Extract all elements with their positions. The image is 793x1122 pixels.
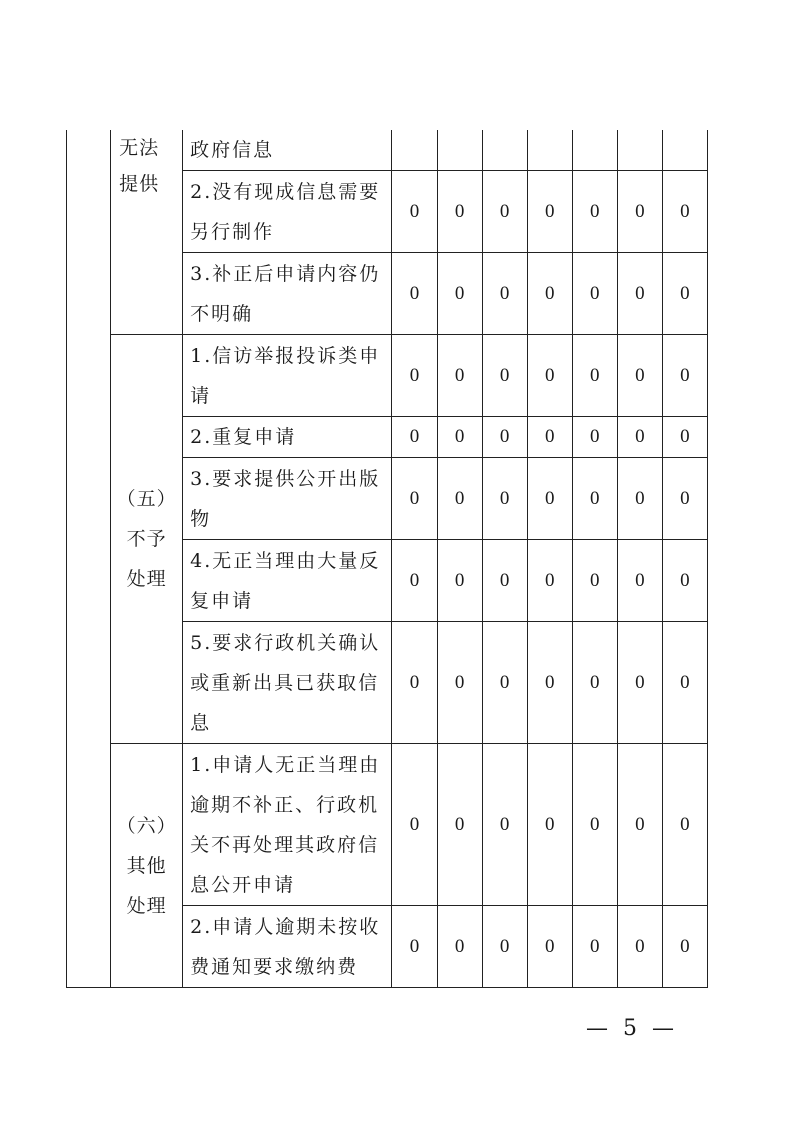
value-cell: 0 bbox=[437, 622, 482, 744]
item-label: 3.要求提供公开出版物 bbox=[190, 467, 381, 530]
item-cell bbox=[183, 622, 392, 744]
item-label: 4.无正当理由大量反复申请 bbox=[190, 549, 381, 612]
value-cell: 0 bbox=[617, 335, 662, 417]
value-cell: 0 bbox=[392, 744, 437, 906]
item-label: 2.申请人逾期未按收费通知要求缴纳费 bbox=[190, 915, 381, 978]
value-cell: 0 bbox=[527, 458, 572, 540]
category-line: 提供 bbox=[119, 173, 160, 195]
value-cell: 0 bbox=[482, 171, 527, 253]
category-line: 无法 bbox=[119, 137, 160, 159]
value-cell: 0 bbox=[572, 253, 617, 335]
value-cell: 0 bbox=[662, 458, 707, 540]
category-line: 不予 bbox=[126, 528, 167, 550]
item-cell bbox=[183, 130, 392, 171]
value-cell: 0 bbox=[617, 744, 662, 906]
value-cell: 0 bbox=[662, 744, 707, 906]
value-cell: 0 bbox=[617, 622, 662, 744]
value-cell: 0 bbox=[392, 622, 437, 744]
item-label: 5.要求行政机关确认或重新出具已获取信息 bbox=[190, 631, 381, 734]
item-label: 3.补正后申请内容仍不明确 bbox=[190, 262, 381, 325]
category-cell bbox=[111, 130, 183, 335]
value-cell: 0 bbox=[617, 171, 662, 253]
value-cell: 0 bbox=[392, 253, 437, 335]
item-label: 政府信息 bbox=[190, 139, 275, 161]
category-line: （六） bbox=[116, 814, 177, 837]
value-cell: 0 bbox=[572, 906, 617, 988]
value-cell: 0 bbox=[437, 171, 482, 253]
item-cell bbox=[183, 906, 392, 988]
value-cell: 0 bbox=[662, 417, 707, 458]
category-label bbox=[111, 806, 182, 926]
value-cell bbox=[617, 130, 662, 171]
item-cell bbox=[183, 540, 392, 622]
value-cell: 0 bbox=[617, 540, 662, 622]
value-cell bbox=[437, 130, 482, 171]
value-cell: 0 bbox=[572, 540, 617, 622]
value-cell: 0 bbox=[392, 171, 437, 253]
value-cell: 0 bbox=[482, 458, 527, 540]
value-cell bbox=[392, 130, 437, 171]
item-label: 1.信访举报投诉类申请 bbox=[190, 344, 381, 407]
value-cell: 0 bbox=[527, 744, 572, 906]
category-line: 处理 bbox=[126, 568, 167, 590]
item-label: 2.重复申请 bbox=[190, 426, 297, 448]
category-label bbox=[111, 130, 182, 202]
value-cell: 0 bbox=[392, 540, 437, 622]
category-line: （五） bbox=[116, 488, 177, 510]
value-cell: 0 bbox=[437, 253, 482, 335]
category-cell bbox=[111, 335, 183, 744]
category-line: 处理 bbox=[126, 894, 167, 917]
value-cell: 0 bbox=[392, 417, 437, 458]
value-cell bbox=[482, 130, 527, 171]
value-cell: 0 bbox=[527, 906, 572, 988]
value-cell: 0 bbox=[527, 253, 572, 335]
value-cell: 0 bbox=[392, 458, 437, 540]
value-cell: 0 bbox=[527, 417, 572, 458]
value-cell: 0 bbox=[662, 335, 707, 417]
item-cell bbox=[183, 417, 392, 458]
value-cell: 0 bbox=[662, 540, 707, 622]
value-cell bbox=[662, 130, 707, 171]
value-cell bbox=[572, 130, 617, 171]
value-cell: 0 bbox=[662, 171, 707, 253]
table-row bbox=[67, 335, 708, 417]
value-cell: 0 bbox=[392, 335, 437, 417]
value-cell: 0 bbox=[437, 744, 482, 906]
value-cell: 0 bbox=[572, 171, 617, 253]
value-cell: 0 bbox=[662, 622, 707, 744]
value-cell: 0 bbox=[482, 744, 527, 906]
value-cell: 0 bbox=[437, 335, 482, 417]
category-cell bbox=[111, 744, 183, 988]
value-cell: 0 bbox=[572, 335, 617, 417]
outer-category-cell bbox=[67, 130, 111, 988]
value-cell: 0 bbox=[482, 253, 527, 335]
item-cell bbox=[183, 253, 392, 335]
value-cell: 0 bbox=[617, 458, 662, 540]
category-label bbox=[111, 479, 182, 599]
item-label: 2.没有现成信息需要另行制作 bbox=[190, 180, 381, 243]
value-cell: 0 bbox=[662, 906, 707, 988]
value-cell: 0 bbox=[617, 253, 662, 335]
value-cell: 0 bbox=[572, 744, 617, 906]
item-label: 1.申请人无正当理由逾期不补正、行政机关不再处理其政府信息公开申请 bbox=[190, 753, 381, 896]
value-cell: 0 bbox=[527, 540, 572, 622]
table-row bbox=[67, 130, 708, 171]
value-cell: 0 bbox=[572, 622, 617, 744]
value-cell: 0 bbox=[482, 335, 527, 417]
value-cell: 0 bbox=[482, 417, 527, 458]
value-cell: 0 bbox=[437, 417, 482, 458]
value-cell: 0 bbox=[662, 253, 707, 335]
item-cell bbox=[183, 458, 392, 540]
value-cell: 0 bbox=[527, 171, 572, 253]
value-cell: 0 bbox=[572, 417, 617, 458]
item-cell bbox=[183, 744, 392, 906]
category-line: 其他 bbox=[126, 854, 167, 877]
value-cell: 0 bbox=[437, 458, 482, 540]
value-cell: 0 bbox=[617, 417, 662, 458]
value-cell: 0 bbox=[437, 906, 482, 988]
value-cell: 0 bbox=[482, 906, 527, 988]
statistics-table bbox=[66, 130, 708, 988]
value-cell: 0 bbox=[527, 335, 572, 417]
value-cell: 0 bbox=[482, 622, 527, 744]
value-cell: 0 bbox=[437, 540, 482, 622]
value-cell bbox=[527, 130, 572, 171]
value-cell: 0 bbox=[482, 540, 527, 622]
table-row bbox=[67, 744, 708, 906]
value-cell: 0 bbox=[392, 906, 437, 988]
value-cell: 0 bbox=[617, 906, 662, 988]
page-number: — 5 — bbox=[586, 1016, 678, 1041]
value-cell: 0 bbox=[572, 458, 617, 540]
item-cell bbox=[183, 335, 392, 417]
value-cell: 0 bbox=[527, 622, 572, 744]
item-cell bbox=[183, 171, 392, 253]
